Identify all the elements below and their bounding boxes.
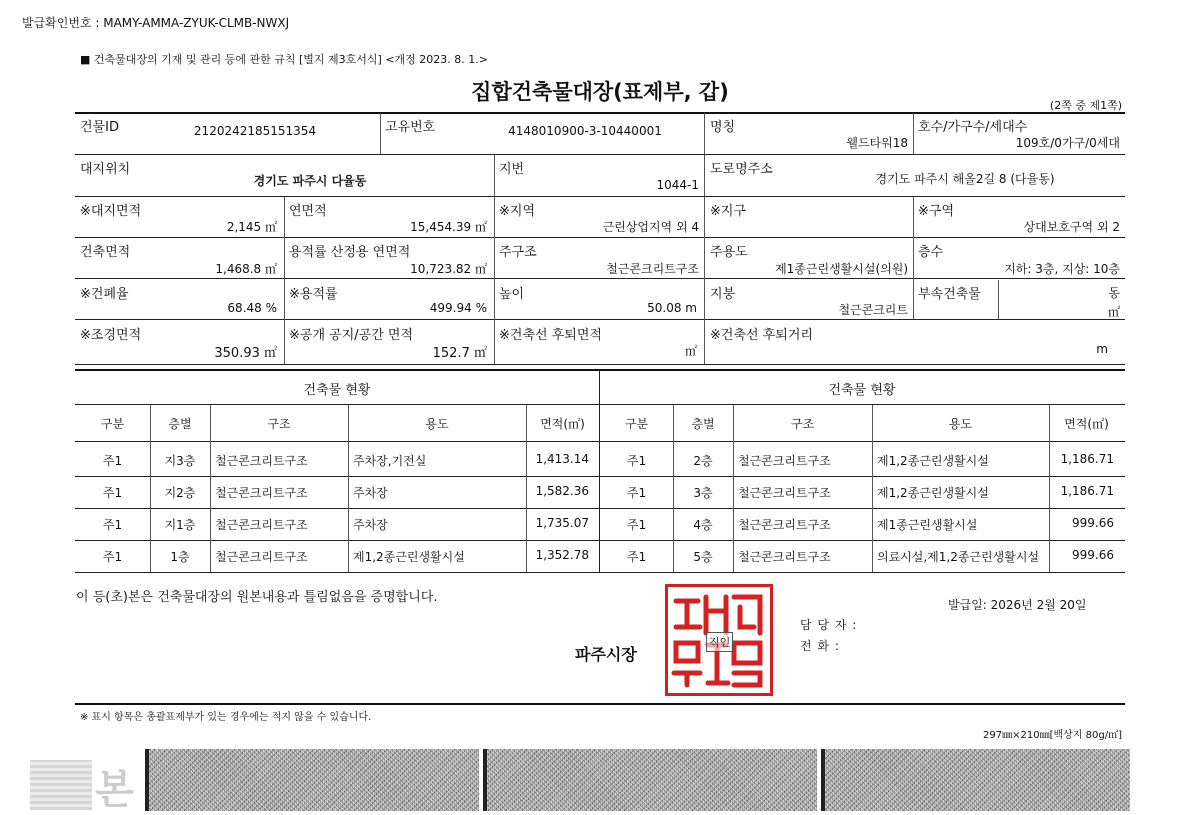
row-use: 의료시설,제1,2종근린생활시설 [877,550,1040,564]
status-top-border [75,369,1125,371]
site-area-label: ※대지면적 [80,204,142,219]
row-structure: 철근콘크리트구조 [738,518,831,532]
document-title: 집합건축물대장(표제부, 갑) [471,80,729,104]
row-divider [75,278,1125,279]
officer-field: 담 당 자 : [800,618,858,632]
unique-no-label: 고유번호 [385,120,436,135]
row-use: 제1,2종근린생활시설 [353,550,465,564]
header-area: 면적(㎡) [1064,417,1109,431]
header-structure: 구조 [267,417,291,431]
name-label: 명칭 [710,120,736,135]
header-category: 구분 [100,417,125,431]
header-floor: 층별 [168,417,192,431]
footer-divider [75,703,1125,705]
row-area: 999.66 [1072,516,1114,530]
row-use: 주차장 [353,518,388,532]
building-name: 웰드타워18 [846,136,908,150]
row-floor: 3층 [693,486,713,500]
row-use: 제1,2종근린생활시설 [877,454,989,468]
row-structure: 철근콘크리트구조 [215,518,308,532]
status-title-right: 건축물 현황 [828,383,896,398]
units: 109호/0가구/0세대 [1015,136,1120,150]
far-area-label: 용적률 산정용 연면적 [289,245,411,260]
row-floor: 1층 [170,550,190,564]
main-use-label: 주용도 [710,245,748,260]
roof: 철근콘크리트 [838,303,908,317]
row-structure: 철근콘크리트구조 [215,454,308,468]
row-floor: 5층 [693,550,713,564]
issuer-mayor: 파주시장 [575,645,637,664]
setback-distance: m [1096,342,1108,356]
issue-date: 발급일: 2026년 2월 20일 [948,598,1087,612]
setback-area-label: ※건축선 후퇴면적 [499,328,602,343]
certification-text: 이 등(초)본은 건축물대장의 원본내용과 틀림없음을 증명합니다. [76,590,438,605]
main-structure-label: 주구조 [499,245,537,260]
security-pattern [821,749,1130,811]
row-divider [75,319,1125,320]
regulation-line: ■ 건축물대장의 기재 및 관리 등에 관한 규칙 [별지 제3호서식] <개정 2023. 8. 1.> [80,53,488,66]
security-pattern [483,749,817,811]
main-use: 제1종근린생활시설(의원) [775,262,908,276]
seal-label: 직인 [706,632,733,652]
header-area: 면적(㎡) [540,417,585,431]
area: 상대보호구역 외 2 [1023,220,1120,234]
far-label: ※용적률 [289,287,338,302]
row-use: 제1종근린생활시설 [877,518,978,532]
open-space-label: ※공개 공지/공간 면적 [289,328,414,343]
phone-field: 전 화 : [800,639,840,653]
issue-number: 발급확인번호 : MAMY-AMMA-ZYUK-CLMB-NWXJ [22,16,290,30]
height: 50.08 m [647,301,697,315]
row-area: 1,186.71 [1060,452,1114,466]
floors: 지하: 3층, 지상: 10층 [1004,262,1120,276]
landscape-area: 350.93 ㎡ [214,346,277,361]
annex-label: 부속건축물 [918,287,981,302]
annex-count: 동 [1108,286,1120,300]
far-area: 10,723.82 ㎡ [410,262,487,276]
floor-area: 15,454.39 ㎡ [410,220,487,234]
location: 경기도 파주시 다율동 [253,174,367,188]
row-area: 1,582.36 [535,484,589,498]
landscape-label: ※조경면적 [80,328,142,343]
location-label: 대지위치 [80,162,131,177]
row-divider [75,196,1125,197]
row-category: 주1 [102,486,123,500]
area-label: ※구역 [918,204,955,219]
row-category: 주1 [626,454,647,468]
open-space-area: 152.7 ㎡ [432,346,487,361]
paper-spec: 297㎜×210㎜[백상지 80g/㎡] [983,730,1122,741]
row-divider [75,237,1125,238]
building-area-label: 건축면적 [80,245,131,260]
row-category: 주1 [102,550,123,564]
row-structure: 철근콘크리트구조 [738,550,831,564]
row-area: 1,735.07 [535,516,589,530]
footnote: ※ 표시 항목은 총괄표제부가 있는 경우에는 적지 않을 수 있습니다. [80,712,372,723]
row-category: 주1 [626,486,647,500]
row-floor: 지1층 [164,518,196,532]
lot-number: 1044-1 [656,178,699,192]
road-address: 경기도 파주시 해올2길 8 (다율동) [875,172,1055,186]
row-area: 1,352.78 [535,548,589,562]
row-floor: 2층 [693,454,713,468]
row-category: 주1 [626,550,647,564]
floor-area-label: 연면적 [289,204,327,219]
building-area: 1,468.8 ㎡ [215,262,277,276]
status-title-left: 건축물 현황 [303,383,371,398]
site-area: 2,145 ㎡ [226,220,277,234]
row-use: 제1,2종근린생활시설 [877,486,989,500]
header-floor: 층별 [691,417,715,431]
row-floor: 4층 [693,518,713,532]
bcr-label: ※건폐율 [80,287,129,302]
setback-distance-label: ※건축선 후퇴거리 [710,328,813,343]
height-label: 높이 [499,287,525,302]
row-category: 주1 [102,454,123,468]
page-info: (2쪽 중 제1쪽) [1049,99,1122,112]
roof-label: 지붕 [710,287,736,302]
setback-area: ㎡ [684,344,697,358]
table-top-border [75,112,1125,114]
unique-no: 4148010900-3-10440001 [508,124,662,138]
row-structure: 철근콘크리트구조 [215,486,308,500]
bcr: 68.48 % [227,301,277,315]
zone: 근린상업지역 외 4 [602,220,699,234]
row-use: 주차장 [353,486,388,500]
header-use: 용도 [948,417,973,431]
road-address-label: 도로명주소 [710,162,773,177]
header-category: 구분 [624,417,649,431]
row-category: 주1 [102,518,123,532]
building-id-label: 건물ID [80,120,119,135]
far: 499.94 % [429,301,487,315]
units-label: 호수/가구수/세대수 [918,120,1028,135]
row-area: 1,413.14 [535,452,589,466]
watermark-pattern [30,760,92,810]
row-divider [75,364,1125,365]
header-structure: 구조 [790,417,815,431]
floors-label: 층수 [918,245,944,260]
zone-label: ※지역 [499,204,536,219]
district-label: ※지구 [710,204,747,219]
row-structure: 철근콘크리트구조 [215,550,308,564]
security-pattern [145,749,479,811]
header-use: 용도 [425,417,449,431]
row-floor: 지3층 [164,454,196,468]
row-area: 1,186.71 [1060,484,1114,498]
watermark-text: 본 [95,767,134,813]
lot-label: 지번 [499,162,525,177]
row-use: 주차장,기전실 [353,454,427,468]
annex-area: ㎡ [1107,305,1120,319]
row-category: 주1 [626,518,647,532]
row-divider [75,154,1125,155]
row-structure: 철근콘크리트구조 [738,486,831,500]
main-structure: 철근콘크리트구조 [606,262,699,276]
row-floor: 지2층 [164,486,196,500]
row-area: 999.66 [1072,548,1114,562]
building-id: 2120242185151354 [193,124,317,138]
row-structure: 철근콘크리트구조 [738,454,831,468]
